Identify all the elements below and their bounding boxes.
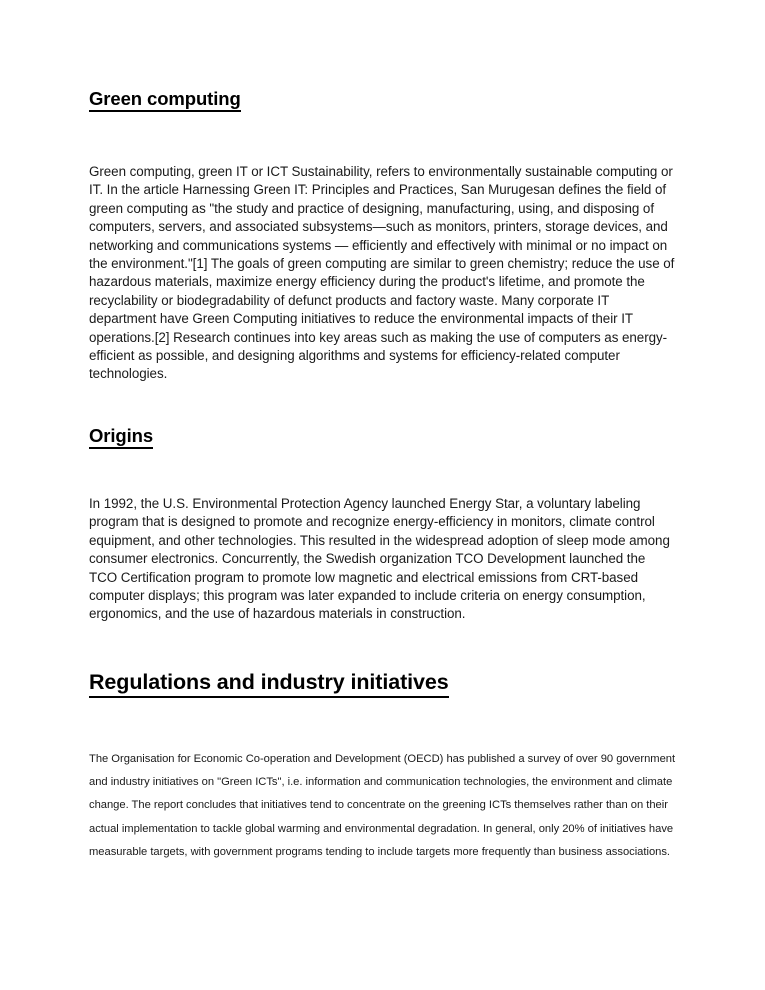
paragraph-origins: In 1992, the U.S. Environmental Protection Agency launched Energy Star, a voluntary labeling program that is designed to promote and recognize energy-efficiency in monitors, climate control equipment, and other technologies. This resulted in the widespread adoption of sleep mode among consumer electronics. Concurrently, the Swedish organization TCO Development launched the TCO Certification program to promote low magnetic and electrical emissions from CRT-based computer displays; this program was later expanded to include criteria on energy consumption, ergonomics, and the use of hazardous materials in construction. [89, 496, 670, 622]
heading-origins [89, 425, 153, 449]
section-green-computing-body-block [89, 163, 677, 384]
heading-origins-text: Origins [89, 425, 153, 449]
paragraph-green-computing: Green computing, green IT or ICT Sustainability, refers to environmentally sustainable computing or IT. In the article Harnessing Green IT: Principles and Practices, San Murugesan defines the field of green computing as "the study and practice of designing, manufacturing, using, and disposing of computers, servers, and associated subsystems—such as monitors, printers, storage devices, and networking and communications systems — efficiently and effectively with minimal or no impact on the environment."[1] The goals of green computing are similar to green chemistry; reduce the use of hazardous materials, maximize energy efficiency during the product's lifetime, and promote the recyclability or biodegradability of defunct products and factory waste. Many corporate IT department have Green Computing initiatives to reduce the environmental impacts of their IT operations.[2] Research continues into key areas such as making the use of computers as energy-efficient as possible, and designing algorithms and systems for efficiency-related computer technologies. [89, 164, 675, 382]
section-origins-heading-block [89, 425, 153, 449]
paragraph-regulations: The Organisation for Economic Co-operation and Development (OECD) has published a survey of over 90 government and industry initiatives on "Green ICTs", i.e. information and communication technologies, the environment and climate change. The report concludes that initiatives tend to concentrate on the greening ICTs themselves rather than on their actual implementation to tackle global warming and environmental degradation. In general, only 20% of initiatives have measurable targets, with government programs tending to include targets more frequently than business associations. [89, 753, 676, 858]
section-regulations-body-block [89, 748, 681, 864]
section-regulations-heading-block [89, 670, 449, 698]
section-origins-body-block [89, 495, 674, 624]
heading-regulations-and-industry-initiatives [89, 670, 449, 698]
heading-regulations-text: Regulations and industry initiatives [89, 670, 449, 698]
page-title [89, 88, 241, 112]
page-title-text: Green computing [89, 88, 241, 112]
section-green-computing-heading-block [89, 88, 241, 112]
